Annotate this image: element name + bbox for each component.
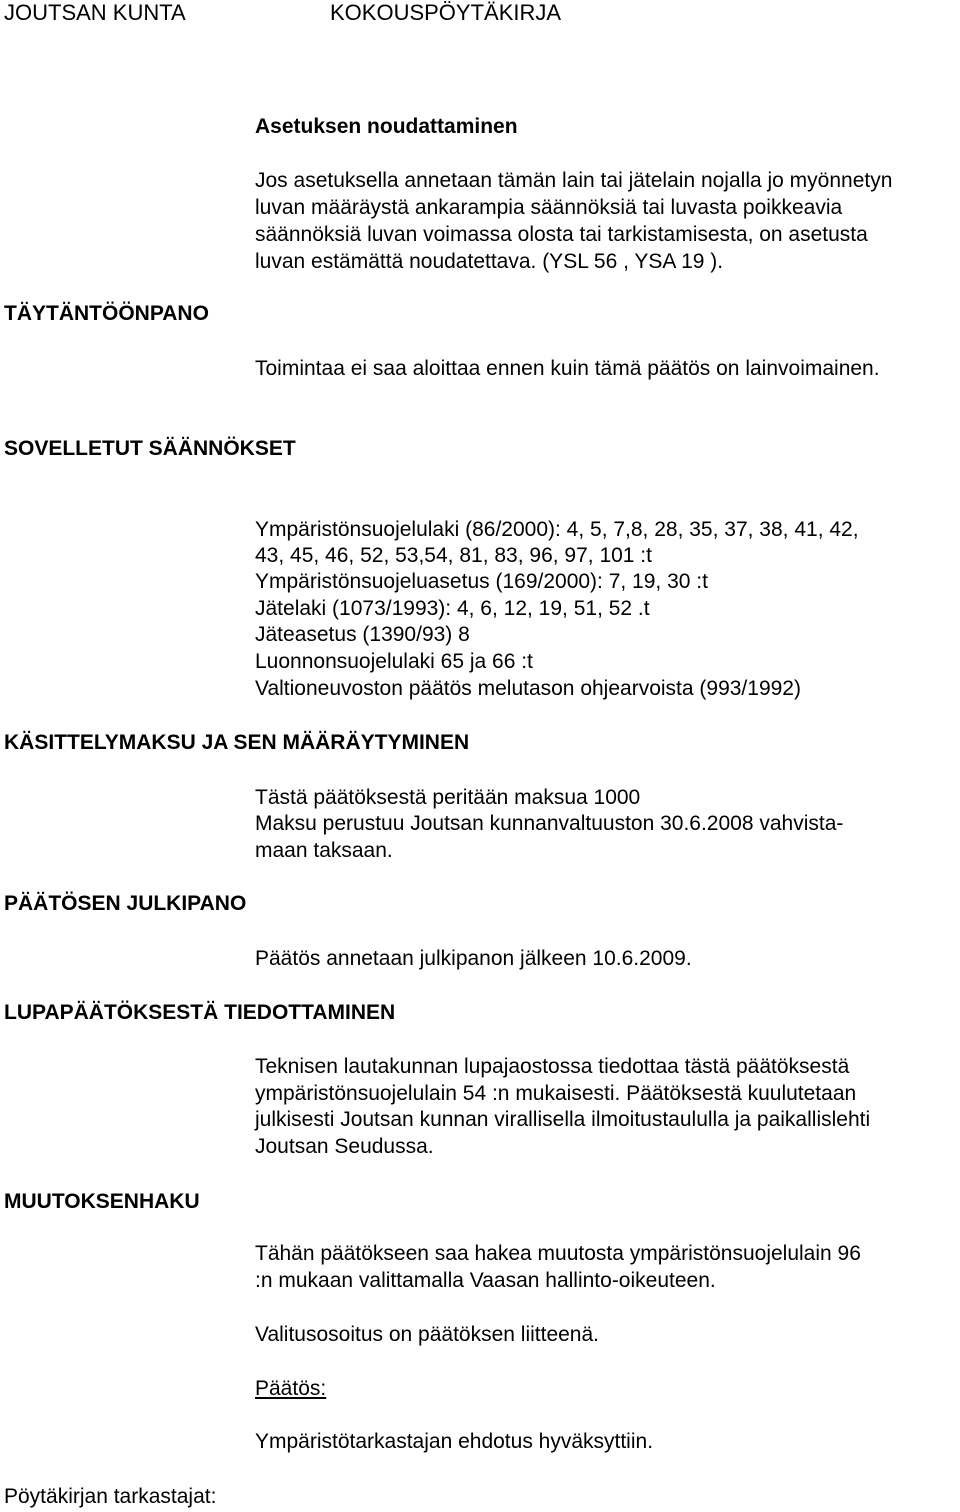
tarkastajat-label: Pöytäkirjan tarkastajat: [4, 1485, 217, 1508]
sovelletut-line: Jäteasetus (1390/93) 8 [255, 623, 470, 646]
sovelletut-line: Luonnonsuojelulaki 65 ja 66 :t [255, 650, 533, 673]
asetus-line: luvan määräystä ankarampia säännöksiä tai luvasta poikkeavia [255, 196, 843, 219]
tiedottaminen-line: julkisesti Joutsan kunnan virallisella ilmoitustaululla ja paikallislehti [255, 1108, 871, 1131]
asetus-line: säännöksiä luvan voimassa olosta tai tarkistamisesta, on asetusta [255, 223, 868, 246]
sovelletut-line: Valtioneuvoston päätös melutason ohjearvoista (993/1992) [255, 677, 801, 700]
sovelletut-line: Jätelaki (1073/1993): 4, 6, 12, 19, 51, 52 .t [255, 597, 650, 620]
sovelletut-line: Ympäristönsuojelulaki (86/2000): 4, 5, 7,8, 28, 35, 37, 38, 41, 42, [255, 518, 859, 541]
sovelletut-label: SOVELLETUT SÄÄNNÖKSET [4, 437, 296, 460]
asetus-line: Jos asetuksella annetaan tämän lain tai jätelain nojalla jo myönnetyn [255, 169, 893, 192]
muutoksenhaku-line: Tähän päätökseen saa hakea muutosta ympäristönsuojelulain 96 [255, 1242, 861, 1265]
asetus-heading: Asetuksen noudattaminen [255, 115, 518, 138]
valitusosoitus-text: Valitusosoitus on päätöksen liitteenä. [255, 1323, 599, 1346]
julkipano-label: PÄÄTÖSEN JULKIPANO [4, 892, 247, 915]
document-type: KOKOUSPÖYTÄKIRJA [330, 0, 562, 25]
tiedottaminen-line: Teknisen lautakunnan lupajaostossa tiedottaa tästä päätöksestä [255, 1055, 850, 1078]
kasittelymaksu-line: Tästä päätöksestä peritään maksua 1000 [255, 786, 641, 809]
tiedottaminen-line: Joutsan Seudussa. [255, 1135, 434, 1158]
tiedottaminen-label: LUPAPÄÄTÖKSESTÄ TIEDOTTAMINEN [4, 1001, 396, 1024]
sovelletut-line: 43, 45, 46, 52, 53,54, 81, 83, 96, 97, 101 :t [255, 544, 652, 567]
muutoksenhaku-label: MUUTOKSENHAKU [4, 1190, 200, 1213]
tiedottaminen-line: ympäristönsuojelulain 54 :n mukaisesti. Päätöksestä kuulutetaan [255, 1082, 857, 1105]
kasittelymaksu-label: KÄSITTELYMAKSU JA SEN MÄÄRÄYTYMINEN [4, 731, 470, 754]
paatos-label: Päätös: [255, 1377, 327, 1400]
muutoksenhaku-line: :n mukaan valittamalla Vaasan hallinto-oikeuteen. [255, 1269, 716, 1292]
taytantoonpano-label: TÄYTÄNTÖÖNPANO [4, 302, 209, 325]
kasittelymaksu-line: Maksu perustuu Joutsan kunnanvaltuuston 30.6.2008 vahvista- [255, 812, 844, 835]
paatos-text: Ympäristötarkastajan ehdotus hyväksyttiin. [255, 1430, 654, 1453]
sovelletut-line: Ympäristönsuojeluasetus (169/2000): 7, 19, 30 :t [255, 570, 708, 593]
kasittelymaksu-line: maan taksaan. [255, 839, 393, 862]
julkipano-text: Päätös annetaan julkipanon jälkeen 10.6.2009. [255, 947, 692, 970]
municipality-name: JOUTSAN KUNTA [4, 0, 186, 25]
taytantoonpano-text: Toimintaa ei saa aloittaa ennen kuin tämä päätös on lainvoimainen. [255, 357, 880, 380]
asetus-line: luvan estämättä noudatettava. (YSL 56 , YSA 19 ). [255, 250, 724, 273]
